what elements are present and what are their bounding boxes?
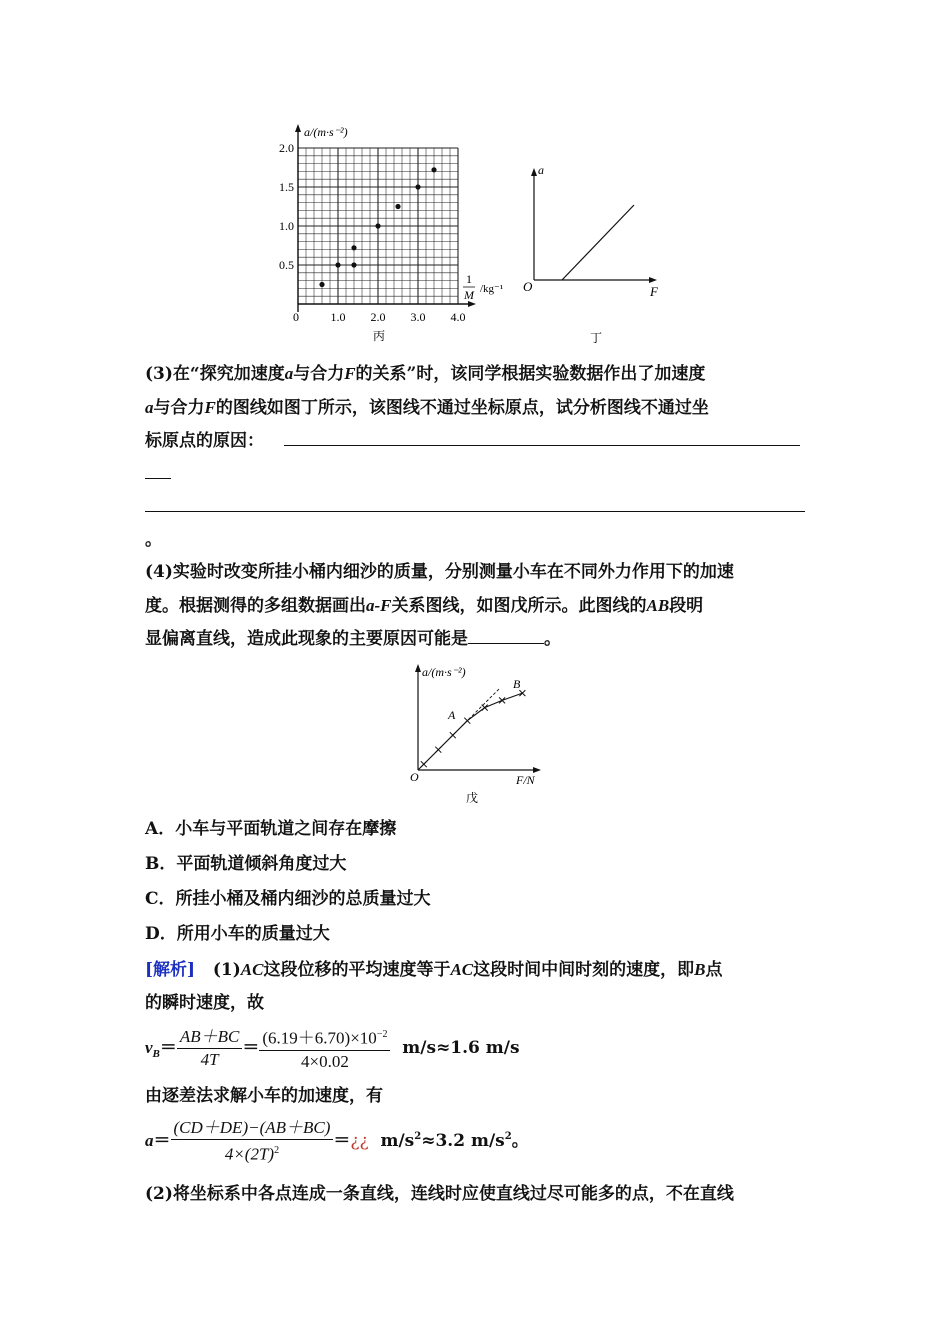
option-a-text: 小车与平面轨道之间存在摩擦 bbox=[175, 819, 397, 839]
a-fraction bbox=[171, 1117, 334, 1166]
bing-data-point bbox=[375, 223, 380, 228]
bing-data-point bbox=[415, 184, 420, 189]
a-symbol: a bbox=[145, 1130, 154, 1150]
graph-wu bbox=[402, 660, 552, 810]
a-frac-den: 4×(2T) bbox=[224, 1144, 275, 1164]
a-garbled-value: ¿¿ bbox=[350, 1130, 369, 1151]
sol-line-1 bbox=[145, 953, 807, 987]
wu-data-mark bbox=[435, 747, 441, 753]
q4-line-1 bbox=[145, 556, 807, 589]
wu-data-mark bbox=[519, 690, 525, 696]
option-d-label: D． bbox=[145, 924, 177, 944]
vb-eq-2: ＝ bbox=[242, 1037, 260, 1058]
q3-var-f-2: F bbox=[204, 398, 216, 417]
a-eq-1: ＝ bbox=[153, 1130, 171, 1151]
ding-x-label: F bbox=[650, 284, 658, 299]
solution-part-2 bbox=[145, 1080, 807, 1113]
wu-origin: O bbox=[410, 770, 419, 784]
bing-data-point bbox=[431, 167, 436, 172]
a-equation bbox=[145, 1117, 529, 1166]
sol-line-2 bbox=[145, 987, 807, 1020]
q3-var-a-2: a bbox=[145, 398, 154, 417]
bing-data-point bbox=[351, 245, 356, 250]
a-end: 。 bbox=[511, 1130, 529, 1151]
bing-x-tick-label: 2.0 bbox=[370, 310, 386, 324]
bing-y-label: a/(m·s⁻²) bbox=[304, 125, 348, 139]
q4-text-3: 关系图线，如图戊所示。此图线的 bbox=[391, 596, 647, 616]
wu-data-mark bbox=[450, 732, 456, 738]
question-4 bbox=[145, 556, 807, 656]
wu-data-mark bbox=[421, 761, 427, 767]
q4-text-1: 实验时改变所挂小桶内细沙的质量，分别测量小车在不同外力作用下的加速 bbox=[172, 562, 734, 582]
bing-data-point bbox=[319, 282, 324, 287]
q4-var-ab: AB bbox=[646, 596, 670, 615]
option-b[interactable] bbox=[145, 851, 346, 877]
sol-p1-num: (1) bbox=[212, 960, 241, 980]
wu-point-a: A bbox=[448, 708, 456, 722]
q3-text-6: 标原点的原因： bbox=[145, 431, 264, 451]
q4-text-2: 度。根据测得的多组数据画出 bbox=[145, 596, 366, 616]
vb-subscript: B bbox=[152, 1048, 160, 1061]
bing-x-tick-label: 1.0 bbox=[330, 310, 346, 324]
bing-y-tick-label: 0.5 bbox=[279, 258, 294, 272]
solution-tag: [解析] bbox=[145, 960, 196, 980]
q3-var-a: a bbox=[284, 364, 294, 383]
solution-part-1 bbox=[145, 953, 807, 1020]
sol-p1-t3: 点 bbox=[705, 960, 723, 980]
vb-frac1-num: AB＋BC bbox=[177, 1026, 243, 1049]
bing-x-unit: /kg⁻¹ bbox=[480, 283, 504, 295]
bing-y-arrow bbox=[295, 124, 301, 132]
a-unit-exp: 2 bbox=[414, 1131, 422, 1143]
wu-data-mark bbox=[499, 697, 505, 703]
bing-x-label-den: M bbox=[464, 288, 474, 302]
bing-y-tick-label: 2.0 bbox=[279, 141, 294, 155]
ding-caption: 丁 bbox=[589, 331, 603, 345]
a-result-exp: 2 bbox=[504, 1131, 512, 1143]
bing-data-point bbox=[351, 262, 356, 267]
bing-y-tick-label: 1.0 bbox=[279, 219, 294, 233]
q3-text-7: 。 bbox=[145, 530, 162, 550]
option-a-label: A． bbox=[145, 819, 176, 839]
wu-point-b: B bbox=[513, 677, 521, 691]
a-frac-den-wrap bbox=[171, 1140, 334, 1166]
q3-text-3: 的关系”时，该同学根据实验数据作出了加速度 bbox=[355, 364, 706, 384]
option-c-text: 所挂小桶及桶内细沙的总质量过大 bbox=[175, 889, 431, 909]
q3-number: (3) bbox=[145, 364, 173, 384]
sol-p2: 由逐差法求解小车的加速度，有 bbox=[145, 1086, 383, 1106]
sol-p1-t1: 这段位移的平均速度等于 bbox=[263, 960, 451, 980]
q3-text-1: 在“探究加速度 bbox=[172, 364, 285, 384]
q4-number: (4) bbox=[145, 562, 173, 582]
q3-text-2: 与合力 bbox=[293, 364, 345, 384]
q3-text-4: 与合力 bbox=[153, 398, 205, 418]
ding-line bbox=[562, 205, 634, 280]
wu-caption: 戊 bbox=[465, 791, 479, 805]
option-d-text: 所用小车的质量过大 bbox=[176, 924, 330, 944]
option-b-label: B． bbox=[145, 854, 177, 874]
q4-answer-blank[interactable] bbox=[468, 623, 544, 644]
option-c-label: C． bbox=[145, 889, 176, 909]
q4-text-6: 。 bbox=[544, 629, 561, 649]
question-3 bbox=[145, 357, 807, 557]
ding-y-label: a bbox=[538, 163, 544, 177]
sol-var-ac: AC bbox=[240, 960, 264, 979]
graph-bing bbox=[268, 120, 518, 348]
ding-origin: O bbox=[523, 279, 533, 294]
q4-line-2 bbox=[145, 589, 807, 623]
wu-data-mark bbox=[482, 705, 488, 711]
bing-data-point bbox=[335, 262, 340, 267]
q3-answer-blank-3[interactable] bbox=[145, 491, 805, 512]
q4-text-4: 段明 bbox=[669, 596, 704, 616]
wu-data-marks bbox=[421, 690, 526, 767]
vb-result: m/s≈1.6 m/s bbox=[402, 1037, 520, 1058]
bing-x-label-num: 1 bbox=[466, 272, 472, 286]
vb-fraction-2 bbox=[259, 1024, 390, 1073]
q3-line-4 bbox=[145, 458, 807, 491]
vb-fraction-1 bbox=[177, 1026, 243, 1071]
vb-symbol: v bbox=[145, 1037, 153, 1057]
ding-y-arrow bbox=[531, 168, 537, 176]
bing-x-ticks bbox=[293, 310, 466, 324]
wu-y-label: a/(m·s⁻²) bbox=[422, 665, 466, 679]
sol-p3: (2)将坐标系中各点连成一条直线，连线时应使直线过尽可能多的点，不在直线 bbox=[145, 1184, 734, 1204]
q3-answer-blank-1[interactable] bbox=[284, 425, 800, 446]
sol-line-3 bbox=[145, 1080, 807, 1113]
sol-p1-t4: 的瞬时速度，故 bbox=[145, 993, 264, 1013]
wu-y-arrow bbox=[415, 664, 421, 672]
vb-frac1-den: 4T bbox=[200, 1049, 219, 1069]
a-eq-2: ＝ bbox=[333, 1130, 351, 1151]
bing-x-tick-label: 0 bbox=[293, 310, 299, 324]
q3-line-1 bbox=[145, 357, 807, 391]
q4-line-3 bbox=[145, 623, 807, 656]
bing-y-tick-label: 1.5 bbox=[279, 180, 294, 194]
vb-frac2-num: (6.19＋6.70)×10 bbox=[262, 1028, 377, 1048]
bing-x-tick-label: 3.0 bbox=[410, 310, 426, 324]
q3-var-f: F bbox=[344, 364, 356, 383]
wu-curve bbox=[418, 693, 522, 770]
bing-x-tick-label: 4.0 bbox=[450, 310, 466, 324]
a-frac-num: (CD＋DE)−(AB＋BC) bbox=[171, 1117, 334, 1140]
vb-equation bbox=[145, 1024, 520, 1073]
a-result: ≈3.2 m/s bbox=[421, 1130, 505, 1151]
option-b-text: 平面轨道倾斜角度过大 bbox=[176, 854, 347, 874]
q3-line-3 bbox=[145, 425, 807, 458]
a-frac-den-exp: 2 bbox=[274, 1145, 280, 1156]
sol-var-b: B bbox=[694, 960, 706, 979]
q3-answer-blank-2[interactable] bbox=[145, 458, 171, 479]
graph-ding bbox=[520, 160, 670, 350]
q4-var-af: a-F bbox=[366, 596, 392, 615]
vb-frac2-exp: −2 bbox=[376, 1029, 388, 1040]
bing-caption: 丙 bbox=[372, 329, 386, 343]
bing-data-point bbox=[395, 204, 400, 209]
sol-p1-t2: 这段时间中间时刻的速度，即 bbox=[473, 960, 695, 980]
option-d[interactable] bbox=[145, 921, 330, 947]
ding-x-arrow bbox=[649, 277, 657, 283]
q3-line-5 bbox=[145, 491, 807, 524]
a-unit: m/s bbox=[380, 1130, 415, 1151]
sol-line-4 bbox=[145, 1178, 807, 1211]
wu-x-label: F/N bbox=[516, 773, 535, 787]
vb-eq-1: ＝ bbox=[159, 1037, 177, 1058]
q3-text-5: 的图线如图丁所示，该图线不通过坐标原点，试分析图线不通过坐 bbox=[215, 398, 709, 418]
sol-var-ac-2: AC bbox=[450, 960, 474, 979]
bing-y-ticks bbox=[279, 141, 294, 272]
option-c[interactable] bbox=[145, 886, 431, 912]
q3-line-2 bbox=[145, 391, 807, 425]
vb-frac2-num-wrap bbox=[259, 1024, 390, 1051]
option-a[interactable] bbox=[145, 816, 396, 842]
wu-data-mark bbox=[464, 718, 470, 724]
q3-line-6 bbox=[145, 524, 807, 557]
q4-text-5: 显偏离直线，造成此现象的主要原因可能是 bbox=[145, 629, 468, 649]
vb-frac2-den: 4×0.02 bbox=[301, 1051, 349, 1071]
solution-part-3 bbox=[145, 1178, 807, 1211]
